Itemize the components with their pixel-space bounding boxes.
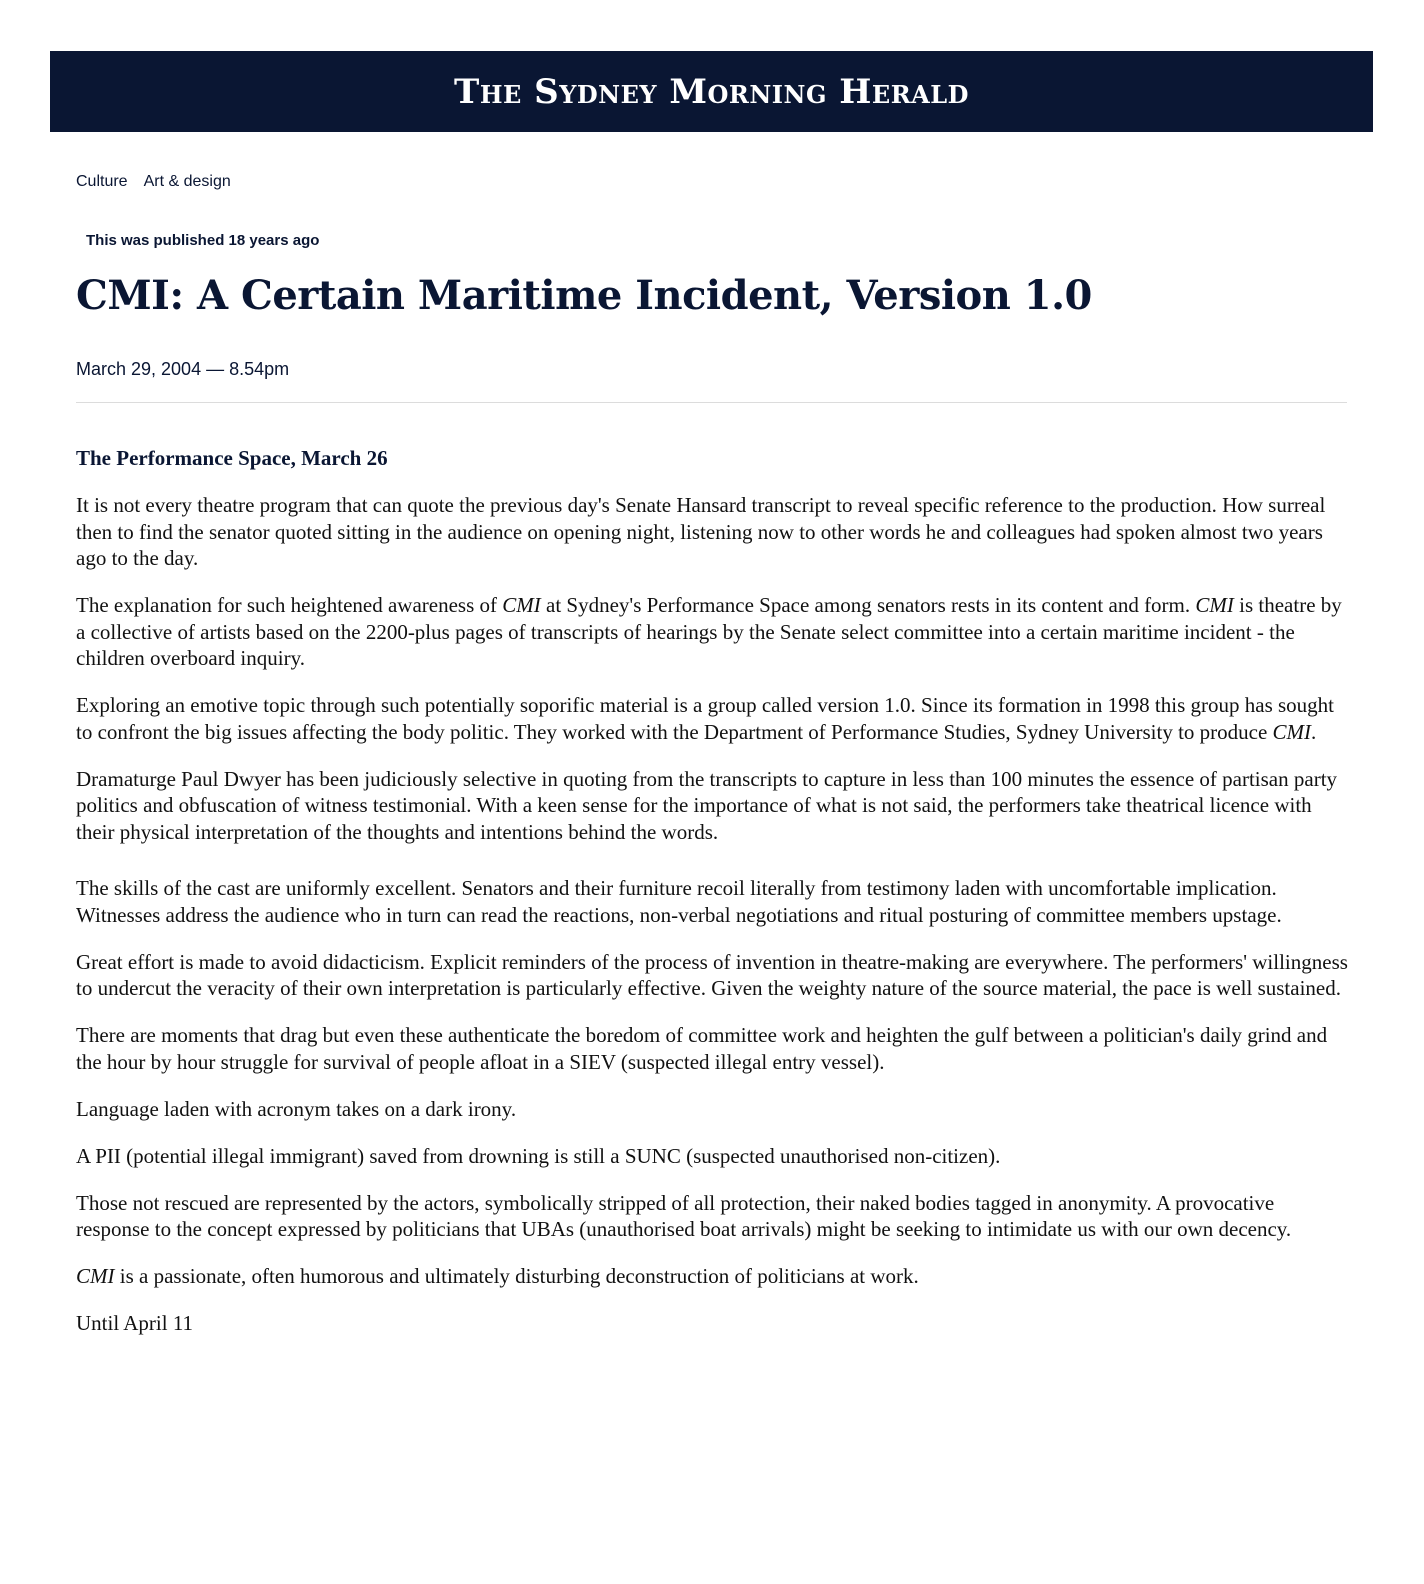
paragraph-11 bbox=[76, 1263, 1352, 1290]
site-logo[interactable]: The Sydney Morning Herald bbox=[454, 71, 969, 112]
paragraph-11-title: CMI bbox=[76, 1264, 115, 1288]
paragraph-1: It is not every theatre program that can quote the previous day's Senate Hansard transcript to reveal specific reference to the production. How surreal then to find the senator quoted sitting in the audience on opening night, listening now to other words he and colleagues had spoken almost two years ago to the day. bbox=[76, 493, 1326, 570]
breadcrumb-art-design[interactable]: Art & design bbox=[143, 173, 231, 190]
venue-line: The Performance Space, March 26 bbox=[76, 446, 388, 470]
paragraph-6: Great effort is made to avoid didacticism. Explicit reminders of the process of invention in theatre-making are everywhere. The performers' willingness to undercut the veracity of their own interpretation is particularly effective. Given the weighty nature of the source material, the pace is well sustained. bbox=[76, 949, 1348, 1000]
paragraph-3 bbox=[76, 692, 1352, 745]
paragraph-12: Until April 11 bbox=[76, 1311, 194, 1335]
paragraph-2-title-2: CMI bbox=[1195, 593, 1234, 617]
paragraph-3-text-b: . bbox=[1311, 719, 1317, 744]
paragraph-2-title-1: CMI bbox=[502, 593, 541, 617]
article-headline: CMI: A Certain Maritime Incident, Version 1.0 bbox=[76, 272, 1092, 319]
paragraph-3-title: CMI bbox=[1272, 719, 1312, 744]
breadcrumb bbox=[76, 173, 231, 191]
paragraph-9: A PII (potential illegal immigrant) saved from drowning is still a SUNC (suspected unauthorised non-citizen). bbox=[76, 1143, 1001, 1168]
published-notice: This was published 18 years ago bbox=[86, 232, 320, 249]
paragraph-11-text: is a passionate, often humorous and ultimately disturbing deconstruction of politicians at work. bbox=[114, 1264, 919, 1288]
paragraph-4: Dramaturge Paul Dwyer has been judiciously selective in quoting from the transcripts to capture in less than 100 minutes the essence of partisan party politics and obfuscation of witness testimonial. With a keen sense for the importance of what is not said, the performers take theatrical licence with their physical interpretation of the thoughts and intentions behind the words. bbox=[76, 766, 1338, 844]
masthead bbox=[50, 51, 1373, 132]
paragraph-2-text-b: at Sydney's Performance Space among senators rests in its content and form. bbox=[540, 593, 1196, 617]
paragraph-2-text-c: is theatre by a collective of artists based on the 2200-plus pages of transcripts of hearings by the Senate select committee into a certain maritime incident - the children overboard inquiry. bbox=[76, 593, 1342, 670]
paragraph-2 bbox=[76, 592, 1352, 672]
article-dateline: March 29, 2004 — 8.54pm bbox=[76, 359, 290, 379]
paragraph-2-text-a: The explanation for such heightened awareness of bbox=[76, 593, 503, 617]
divider bbox=[76, 402, 1347, 403]
article-body bbox=[76, 445, 1352, 1357]
paragraph-5: The skills of the cast are uniformly excellent. Senators and their furniture recoil literally from testimony laden with uncomfortable implication. Witnesses address the audience who in turn can read the reactions, non-verbal negotiations and ritual posturing of committee members upstage. bbox=[76, 876, 1282, 927]
paragraph-3-text-a: Exploring an emotive topic through such potentially soporific material is a group called version 1.0. Since its formation in 1998 this group has sought to confront the big issues affecting the body politic. They worked with the Department of Performance Studies, Sydney University to produce bbox=[76, 693, 1335, 744]
breadcrumb-culture[interactable]: Culture bbox=[76, 173, 128, 190]
paragraph-8: Language laden with acronym takes on a dark irony. bbox=[76, 1096, 517, 1121]
paragraph-10: Those not rescued are represented by the actors, symbolically stripped of all protection, their naked bodies tagged in anonymity. A provocative response to the concept expressed by politicians that UBAs (unauthorised boat arrivals) might be seeking to intimidate us with our own decency. bbox=[76, 1190, 1292, 1241]
paragraph-7: There are moments that drag but even these authenticate the boredom of committee work and heighten the gulf between a politician's daily grind and the hour by hour struggle for survival of people afloat in a SIEV (suspected illegal entry vessel). bbox=[76, 1023, 1328, 1074]
